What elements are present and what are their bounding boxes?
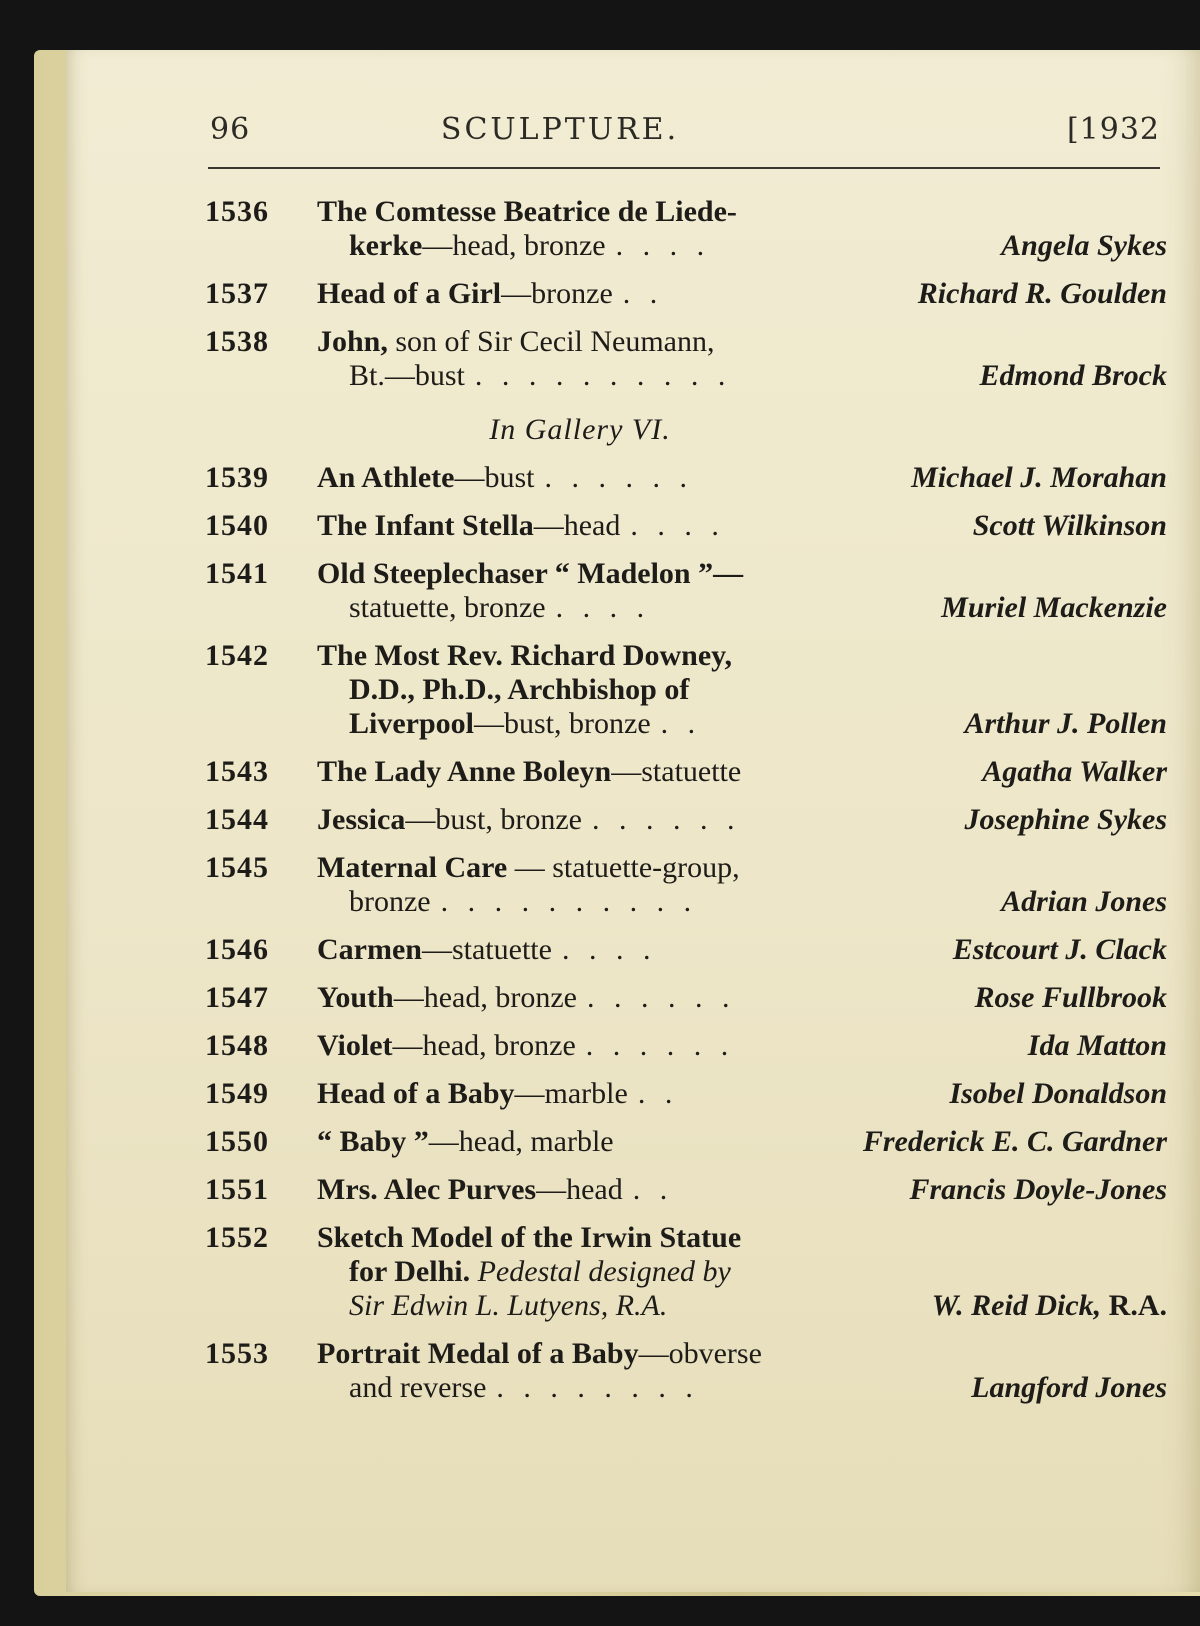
header-rule (208, 167, 1160, 169)
artist-name: Richard R. Goulden (917, 277, 1167, 310)
entry-number: 1553 (205, 1337, 269, 1370)
entry-title: kerke (349, 229, 423, 262)
entries-group-2 (205, 461, 1165, 1207)
artist-name: Frederick E. C. Gardner (862, 1125, 1167, 1158)
entry-title: The Infant Stella (317, 509, 534, 542)
entry-medium: —bust, bronze (474, 707, 651, 740)
entry-number: 1542 (205, 639, 269, 672)
entry-number: 1539 (205, 461, 269, 494)
leader-dots: . . . . . . (544, 461, 694, 494)
entry-title: “ Baby ” (317, 1125, 429, 1158)
leader-dots: . . (637, 1077, 679, 1110)
catalogue-entry (205, 851, 1165, 919)
leader-dots: . . . . . . . . . . (474, 359, 732, 392)
leader-dots: . . . . (615, 229, 711, 262)
entry-medium: —head, bronze (393, 981, 577, 1014)
catalogue-entry (205, 981, 1165, 1015)
entry-title: Mrs. Alec Purves (317, 1173, 537, 1206)
running-head (210, 112, 1160, 162)
entry-title: Head of a Baby (317, 1077, 515, 1110)
page-number: 96 (210, 112, 251, 147)
catalogue-entry (205, 195, 1165, 263)
leader-dots: . . . . . . . . (496, 1371, 699, 1404)
entry-title: Maternal Care (317, 851, 508, 884)
leader-dots: . . . . (630, 509, 725, 542)
catalogue-entry (205, 1125, 1165, 1159)
catalogue-entry (205, 803, 1165, 837)
catalogue-entry (205, 461, 1165, 495)
entry-title: Violet (317, 1029, 393, 1062)
catalogue-entry (205, 1077, 1165, 1111)
artist-name: Angela Sykes (1001, 229, 1167, 262)
artist-name: Adrian Jones (1001, 885, 1167, 918)
entry-medium: Bt.—bust (349, 359, 465, 392)
entry-medium: son of Sir Cecil Neumann, (387, 325, 715, 358)
catalogue-entry (205, 1173, 1165, 1207)
artist-name: Josephine Sykes (964, 803, 1167, 836)
catalogue-entry (205, 325, 1165, 393)
artist-name: Michael J. Morahan (911, 461, 1167, 494)
entry-title: Youth (317, 981, 394, 1014)
catalogue-entry (205, 557, 1165, 625)
entry-number: 1543 (205, 755, 269, 788)
entry-number: 1546 (205, 933, 269, 966)
leader-dots: . . (632, 1173, 674, 1206)
entry-medium: —bust, bronze (405, 803, 582, 836)
leader-dots: . . . . . . (591, 803, 741, 836)
artist-name: Isobel Donaldson (949, 1077, 1167, 1110)
entry-note: Pedestal designed by (477, 1255, 731, 1288)
artist-name: Ida Matton (1027, 1029, 1167, 1062)
entry-medium-cont: and reverse (349, 1371, 487, 1404)
entry-note-cont: Sir Edwin L. Lutyens, R.A. (349, 1289, 668, 1322)
entry-number: 1545 (205, 851, 269, 884)
entry-number: 1547 (205, 981, 269, 1014)
artist-name: Estcourt J. Clack (952, 933, 1167, 966)
entry-title: Head of a Girl (317, 277, 502, 310)
entry-medium: —statuette (611, 755, 742, 788)
gallery-heading: In Gallery VI. (489, 413, 671, 446)
leader-dots: . . . . . . (585, 1029, 735, 1062)
entry-number: 1544 (205, 803, 269, 836)
catalogue-entry-1553 (205, 1337, 1165, 1405)
artist-name: Agatha Walker (982, 755, 1167, 788)
entries-group-1 (205, 195, 1165, 393)
entry-medium: —head (536, 1173, 623, 1206)
entry-title: The Most Rev. Richard Downey, (317, 639, 732, 672)
entry-number: 1541 (205, 557, 269, 590)
entry-number: 1540 (205, 509, 269, 542)
entry-medium: statuette, bronze (349, 591, 546, 624)
entry-medium: —head, bronze (422, 229, 606, 262)
entry-medium: —obverse (638, 1337, 762, 1370)
artist-name: Scott Wilkinson (972, 509, 1167, 542)
entry-title: An Athlete (317, 461, 455, 494)
entry-title: D.D., Ph.D., Archbishop of (349, 673, 690, 706)
entry-number: 1536 (205, 195, 269, 228)
entry-title: Liverpool (349, 707, 474, 740)
leader-dots: . . . . . . (586, 981, 736, 1014)
entry-number: 1538 (205, 325, 269, 358)
catalogue-entry-1552 (205, 1221, 1165, 1323)
catalogue-list (205, 195, 1165, 1405)
entry-medium: —bronze (501, 277, 613, 310)
entry-medium: —marble (514, 1077, 628, 1110)
entry-title-cont: for Delhi. (349, 1255, 478, 1288)
artist-name: Francis Doyle-Jones (909, 1173, 1167, 1206)
entry-title: Portrait Medal of a Baby (317, 1337, 639, 1370)
artist-name: Edmond Brock (979, 359, 1167, 392)
leader-dots: . . . . (561, 933, 657, 966)
leader-dots: . . . . . . . . . . (440, 885, 698, 918)
entry-medium: —head, bronze (392, 1029, 576, 1062)
entry-title: John, (317, 325, 388, 358)
entry-medium: —bust (454, 461, 535, 494)
entry-medium: —head, marble (428, 1125, 614, 1158)
entry-medium: — statuette-group, (507, 851, 740, 884)
artist-name: W. Reid Dick, R.A. (931, 1289, 1167, 1322)
catalogue-entry (205, 639, 1165, 741)
entry-title: The Lady Anne Boleyn (317, 755, 612, 788)
catalogue-entry (205, 1029, 1165, 1063)
entry-title: Carmen (317, 933, 422, 966)
catalogue-year: [1932 (1066, 112, 1160, 147)
entry-title: The Comtesse Beatrice de Liede- (317, 195, 737, 228)
entry-medium: bronze (349, 885, 431, 918)
entry-number: 1537 (205, 277, 269, 310)
leader-dots: . . . . (555, 591, 651, 624)
entry-number: 1550 (205, 1125, 269, 1158)
catalogue-entry (205, 509, 1165, 543)
artist-name: Arthur J. Pollen (964, 707, 1167, 740)
entry-medium: —head (533, 509, 621, 542)
section-title: SCULPTURE. (440, 112, 680, 147)
leader-dots: . . (622, 277, 664, 310)
entry-title: Jessica (317, 803, 406, 836)
leader-dots: . . (660, 707, 702, 740)
entry-number: 1551 (205, 1173, 269, 1206)
artist-name: Muriel Mackenzie (941, 591, 1167, 624)
entry-number: 1552 (205, 1221, 269, 1254)
catalogue-entry (205, 277, 1165, 311)
entry-number: 1549 (205, 1077, 269, 1110)
entry-title: Sketch Model of the Irwin Statue (317, 1221, 742, 1254)
entry-number: 1548 (205, 1029, 269, 1062)
catalogue-entry (205, 755, 1165, 789)
entry-title: Old Steeplechaser “ Madelon ”— (317, 557, 744, 590)
catalogue-entry (205, 933, 1165, 967)
artist-name: Rose Fullbrook (974, 981, 1167, 1014)
entry-medium: —statuette (421, 933, 552, 966)
artist-name: Langford Jones (971, 1371, 1167, 1404)
